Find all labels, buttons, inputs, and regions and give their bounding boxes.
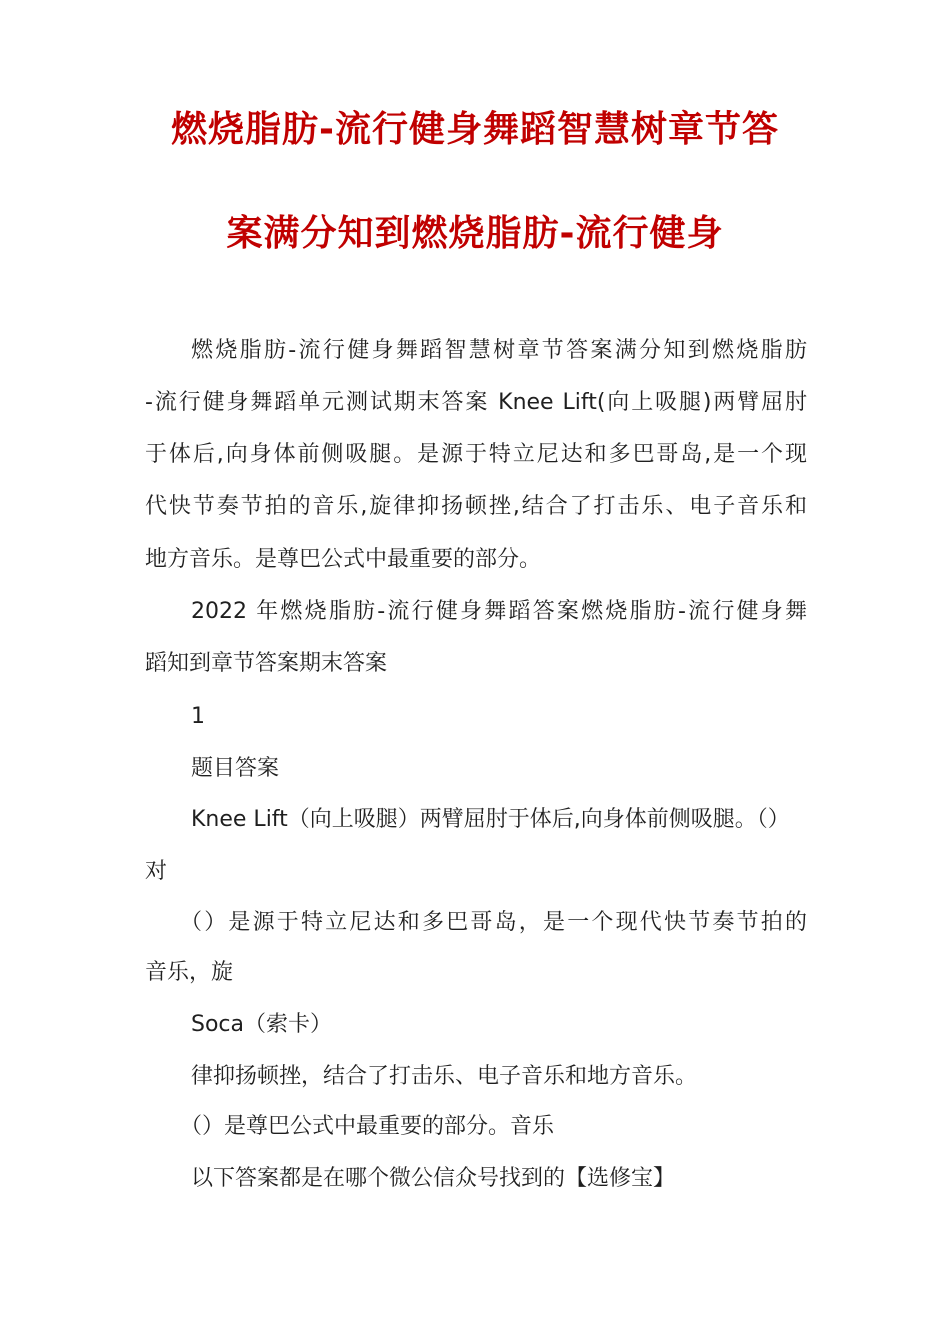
question-3-text: （）是尊巴公式中最重要的部分。音乐 <box>180 1114 555 1139</box>
footer-note: 以下答案都是在哪个微公信众号找到的【选修宝】 <box>191 1166 676 1191</box>
question-1-answer: 对 <box>145 859 168 884</box>
paragraph-1-line-4: 代快节奏节拍的音乐,旋律抑扬顿挫,结合了打击乐、电子音乐和 <box>145 494 807 519</box>
question-1-text: Knee Lift（向上吸腿）两臂屈肘于体后,向身体前侧吸腿。（） <box>191 807 790 832</box>
paragraph-1-line-2: -流行健身舞蹈单元测试期末答案 Knee Lift(向上吸腿)两臂屈肘 <box>145 390 807 415</box>
document-title-line-1: 燃烧脂肪-流行健身舞蹈智慧树章节答 <box>171 109 779 150</box>
paragraph-1-line-3: 于体后,向身体前侧吸腿。是源于特立尼达和多巴哥岛,是一个现 <box>145 442 807 467</box>
question-2-text-line-1: （）是源于特立尼达和多巴哥岛，是一个现代快节奏节拍的 <box>180 910 807 935</box>
paragraph-1-line-1: 燃烧脂肪-流行健身舞蹈智慧树章节答案满分知到燃烧脂肪 <box>191 338 807 363</box>
question-2-text-line-2: 音乐，旋 <box>145 960 234 985</box>
section-number: 1 <box>191 704 205 729</box>
section-heading: 题目答案 <box>191 756 280 781</box>
paragraph-2-line-1: 2022 年燃烧脂肪-流行健身舞蹈答案燃烧脂肪-流行健身舞 <box>191 599 807 624</box>
question-2-answer: Soca（索卡） <box>191 1012 333 1037</box>
question-2-text-line-3: 律抑扬顿挫，结合了打击乐、电子音乐和地方音乐。 <box>191 1064 698 1089</box>
paragraph-2-line-2: 蹈知到章节答案期末答案 <box>145 651 388 676</box>
document-title-line-2: 案满分知到燃烧脂肪-流行健身 <box>226 213 724 254</box>
paragraph-1-line-5: 地方音乐。是尊巴公式中最重要的部分。 <box>145 547 542 572</box>
